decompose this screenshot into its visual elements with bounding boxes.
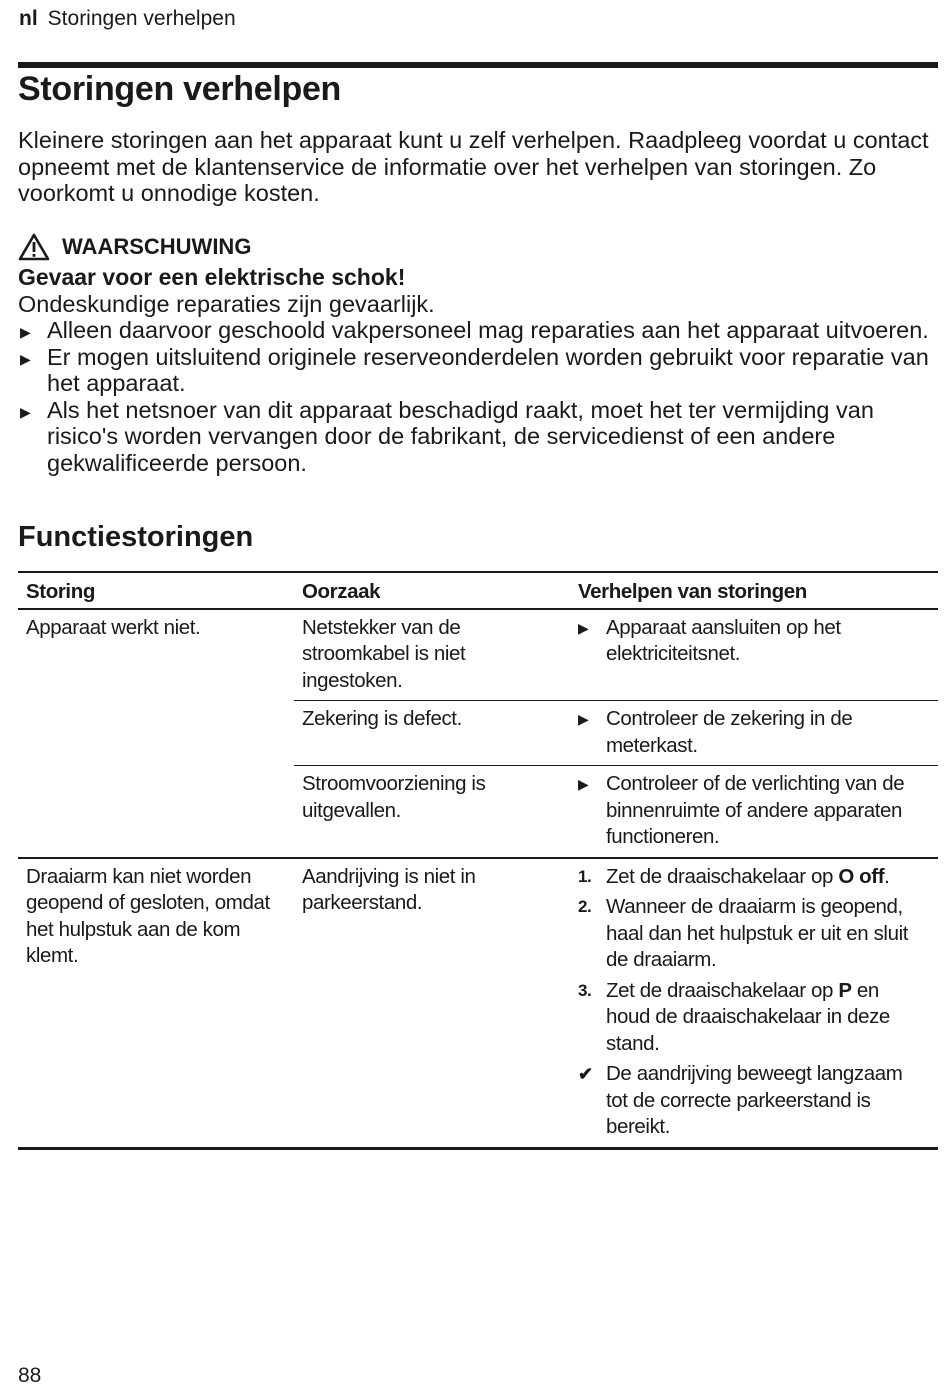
oorzaak-cell: Zekering is defect.: [294, 701, 570, 766]
list-item: ▶ Apparaat aansluiten op het elektriciteitsnet.: [578, 615, 841, 665]
column-header-verhelpen: Verhelpen van storingen: [570, 572, 938, 609]
warning-text: Ondeskundige reparaties zijn gevaarlijk.: [18, 290, 435, 317]
oorzaak-cell: Aandrijving is niet in parkeerstand.: [294, 858, 570, 1149]
warning-bullet: ▶ Als het netsnoer van dit apparaat beschadigd raakt, moet het ter vermijding van risico's worden vervangen door de fabrikant, de servicedienst of een andere gekwalificeerde persoon.: [20, 396, 874, 476]
warning-heading: [18, 230, 943, 264]
step-number: 2.: [578, 897, 592, 916]
storing-cell: Apparaat werkt niet.: [26, 615, 201, 639]
step-item: 3. Zet de draaischakelaar op P en houd de draaischakelaar in deze stand.: [578, 978, 890, 1055]
result-item: ✔ De aandrijving beweegt langzaam tot de correcte parkeerstand is bereikt.: [578, 1062, 903, 1138]
switch-symbol: O off: [838, 864, 885, 888]
oorzaak-cell: Stroomvoorziening is uitgevallen.: [294, 766, 570, 858]
language-code: nl: [19, 7, 38, 30]
table-header-row: [18, 572, 938, 609]
warning-bullet: ▶ Er mogen uitsluitend originele reserveonderdelen worden gebruikt voor reparatie van het apparaat.: [20, 343, 929, 396]
column-header-oorzaak: Oorzaak: [294, 572, 570, 609]
list-item: ▶ Controleer of de verlichting van de binnenruimte of andere apparaten functioneren.: [578, 772, 905, 848]
bullet-arrow-icon: ▶: [20, 350, 31, 367]
step-item: 1. Zet de draaischakelaar op O off.: [578, 864, 928, 891]
table-row: [18, 858, 938, 1149]
bullet-arrow-icon: ▶: [20, 403, 31, 420]
troubleshooting-table: [18, 571, 938, 1150]
warning-triangle-icon: [18, 233, 50, 261]
oplossing-cell: [570, 609, 938, 701]
intro-paragraph: Kleinere storingen aan het apparaat kunt u zelf verhelpen. Raadpleeg voordat u contact opneemt met de klantenservice de informatie over het verhelpen van storingen. Zo voorkomt u onnodige kosten.: [18, 127, 929, 206]
warning-subtitle: Gevaar voor een elektrische schok!: [18, 264, 406, 290]
header-rule: [18, 62, 938, 68]
warning-block: [18, 230, 943, 476]
warning-label: WAARSCHUWING: [62, 233, 252, 259]
page-number: 88: [18, 1364, 42, 1387]
step-number: 1.: [578, 866, 592, 886]
column-header-storing: Storing: [18, 572, 294, 609]
step-item: 2. Wanneer de draaiarm is geopend, haal dan het hulpstuk er uit en sluit de draaiarm.: [578, 895, 909, 971]
bullet-arrow-icon: ▶: [578, 776, 589, 792]
warning-bullet: ▶ Alleen daarvoor geschoold vakpersoneel mag reparaties aan het apparaat uitvoeren.: [18, 317, 943, 344]
checkmark-icon: ✔: [578, 1064, 593, 1084]
bullet-arrow-icon: ▶: [20, 324, 31, 340]
switch-symbol: P: [838, 978, 852, 1002]
oorzaak-cell: Netstekker van de stroomkabel is niet ingestoken.: [302, 615, 466, 692]
bullet-arrow-icon: ▶: [578, 711, 589, 727]
list-item: ▶ Controleer de zekering in de meterkast.: [578, 707, 853, 757]
bullet-arrow-icon: ▶: [578, 619, 589, 636]
section-title: Functiestoringen: [18, 521, 254, 553]
table-row: [18, 609, 938, 701]
oplossing-cell: [570, 858, 938, 1149]
oplossing-cell: [570, 766, 938, 858]
step-number: 3.: [578, 980, 592, 1000]
running-header: [19, 7, 236, 31]
header-title: Storingen verhelpen: [47, 7, 236, 30]
storing-cell: Draaiarm kan niet worden geopend of gesloten, omdat het hulpstuk aan de kom klemt.: [18, 858, 294, 1149]
page-title: Storingen verhelpen: [18, 70, 342, 108]
oplossing-cell: [570, 701, 938, 766]
